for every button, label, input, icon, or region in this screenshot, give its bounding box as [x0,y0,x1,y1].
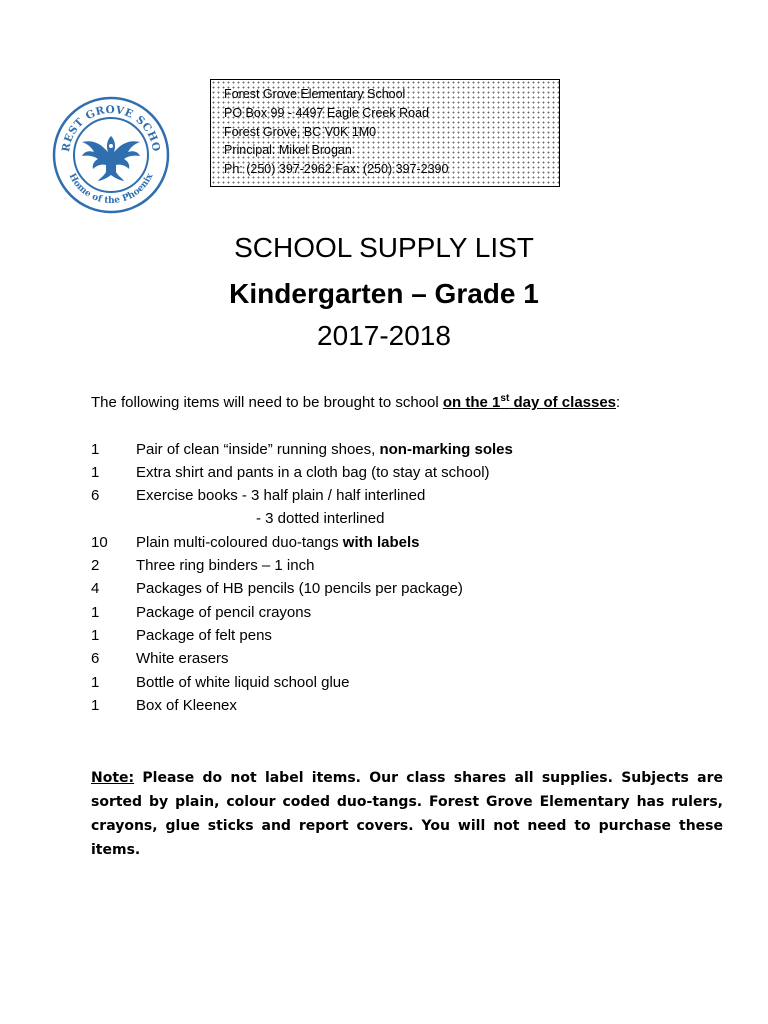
item-desc: Package of pencil crayons [136,604,312,621]
list-item [91,487,425,510]
item-desc: Pair of clean “inside” running shoes, [136,441,380,458]
intro-emphasis-sup: st [500,393,510,404]
page-title: SCHOOL SUPPLY LIST [234,232,534,263]
list-item [91,697,237,720]
intro-text [91,393,620,411]
school-address-box [210,79,560,187]
intro-emphasis [443,394,616,411]
list-item [91,650,229,673]
item-desc: Three ring binders – 1 inch [136,557,315,574]
item-desc: - 3 dotted interlined [256,510,385,527]
item-desc: Plain multi-coloured duo-tangs [136,534,343,551]
item-desc: Bottle of white liquid school glue [136,674,350,691]
item-qty: 4 [91,580,100,597]
item-desc: Exercise books - 3 half plain / half interlined [136,487,426,504]
city-postal: Forest Grove, BC V0K 1M0 [224,124,377,139]
list-item [91,557,314,580]
list-item [91,627,272,650]
item-qty: 1 [91,627,100,644]
item-qty: 1 [91,441,100,458]
logo-bottom-text: Home of the Phoenix [66,171,156,207]
grade-title: Kindergarten – Grade 1 [229,278,539,309]
principal: Principal: Mikel Brogan [224,143,352,158]
phoenix-icon [82,136,140,181]
item-desc: White erasers [136,650,229,667]
item-qty: 1 [91,674,100,691]
item-qty: 1 [91,604,100,621]
item-qty: 2 [91,557,100,574]
note-text: Please do not label items. Our class shares all supplies. Subjects are sorted by plain, colour coded duo-tangs. Forest Grove Elementary has rulers, crayons, glue sticks and report covers. You will not need to purchase these items. [91,770,723,858]
item-qty: 6 [91,487,100,504]
po-box: PO Box 99 - 4497 Eagle Creek Road [224,105,429,120]
school-year: 2017-2018 [317,320,451,351]
item-qty: 1 [91,697,100,714]
item-qty: 10 [91,534,108,551]
list-item-continuation [256,510,384,533]
item-emphasis: non-marking soles [379,441,513,458]
item-emphasis: with labels [342,534,420,551]
phone-fax: Ph: (250) 397-2962 Fax: (250) 397-2390 [224,162,449,177]
list-item [91,604,311,627]
list-item [91,534,419,557]
list-item [91,580,463,603]
intro-emphasis-suffix: day of classes [509,394,617,411]
logo-top-text: REST GROVE SCHO [59,103,163,153]
item-desc: Packages of HB pencils (10 pencils per package) [136,580,463,597]
item-qty: 6 [91,650,100,667]
item-qty: 1 [91,464,100,481]
list-item [91,441,513,464]
list-item [91,464,490,487]
item-desc: Box of Kleenex [136,697,237,714]
intro-plain: The following items will need to be brought to school [91,394,443,411]
item-desc: Package of felt pens [136,627,272,644]
note-label: Note: [91,770,135,786]
school-name: Forest Grove Elementary School [224,87,406,101]
intro-colon: : [616,394,621,411]
intro-emphasis-prefix: on the 1 [442,394,501,411]
note-paragraph [91,766,723,862]
item-desc: Extra shirt and pants in a cloth bag (to stay at school) [136,464,490,481]
school-logo [52,96,170,214]
list-item [91,674,349,697]
